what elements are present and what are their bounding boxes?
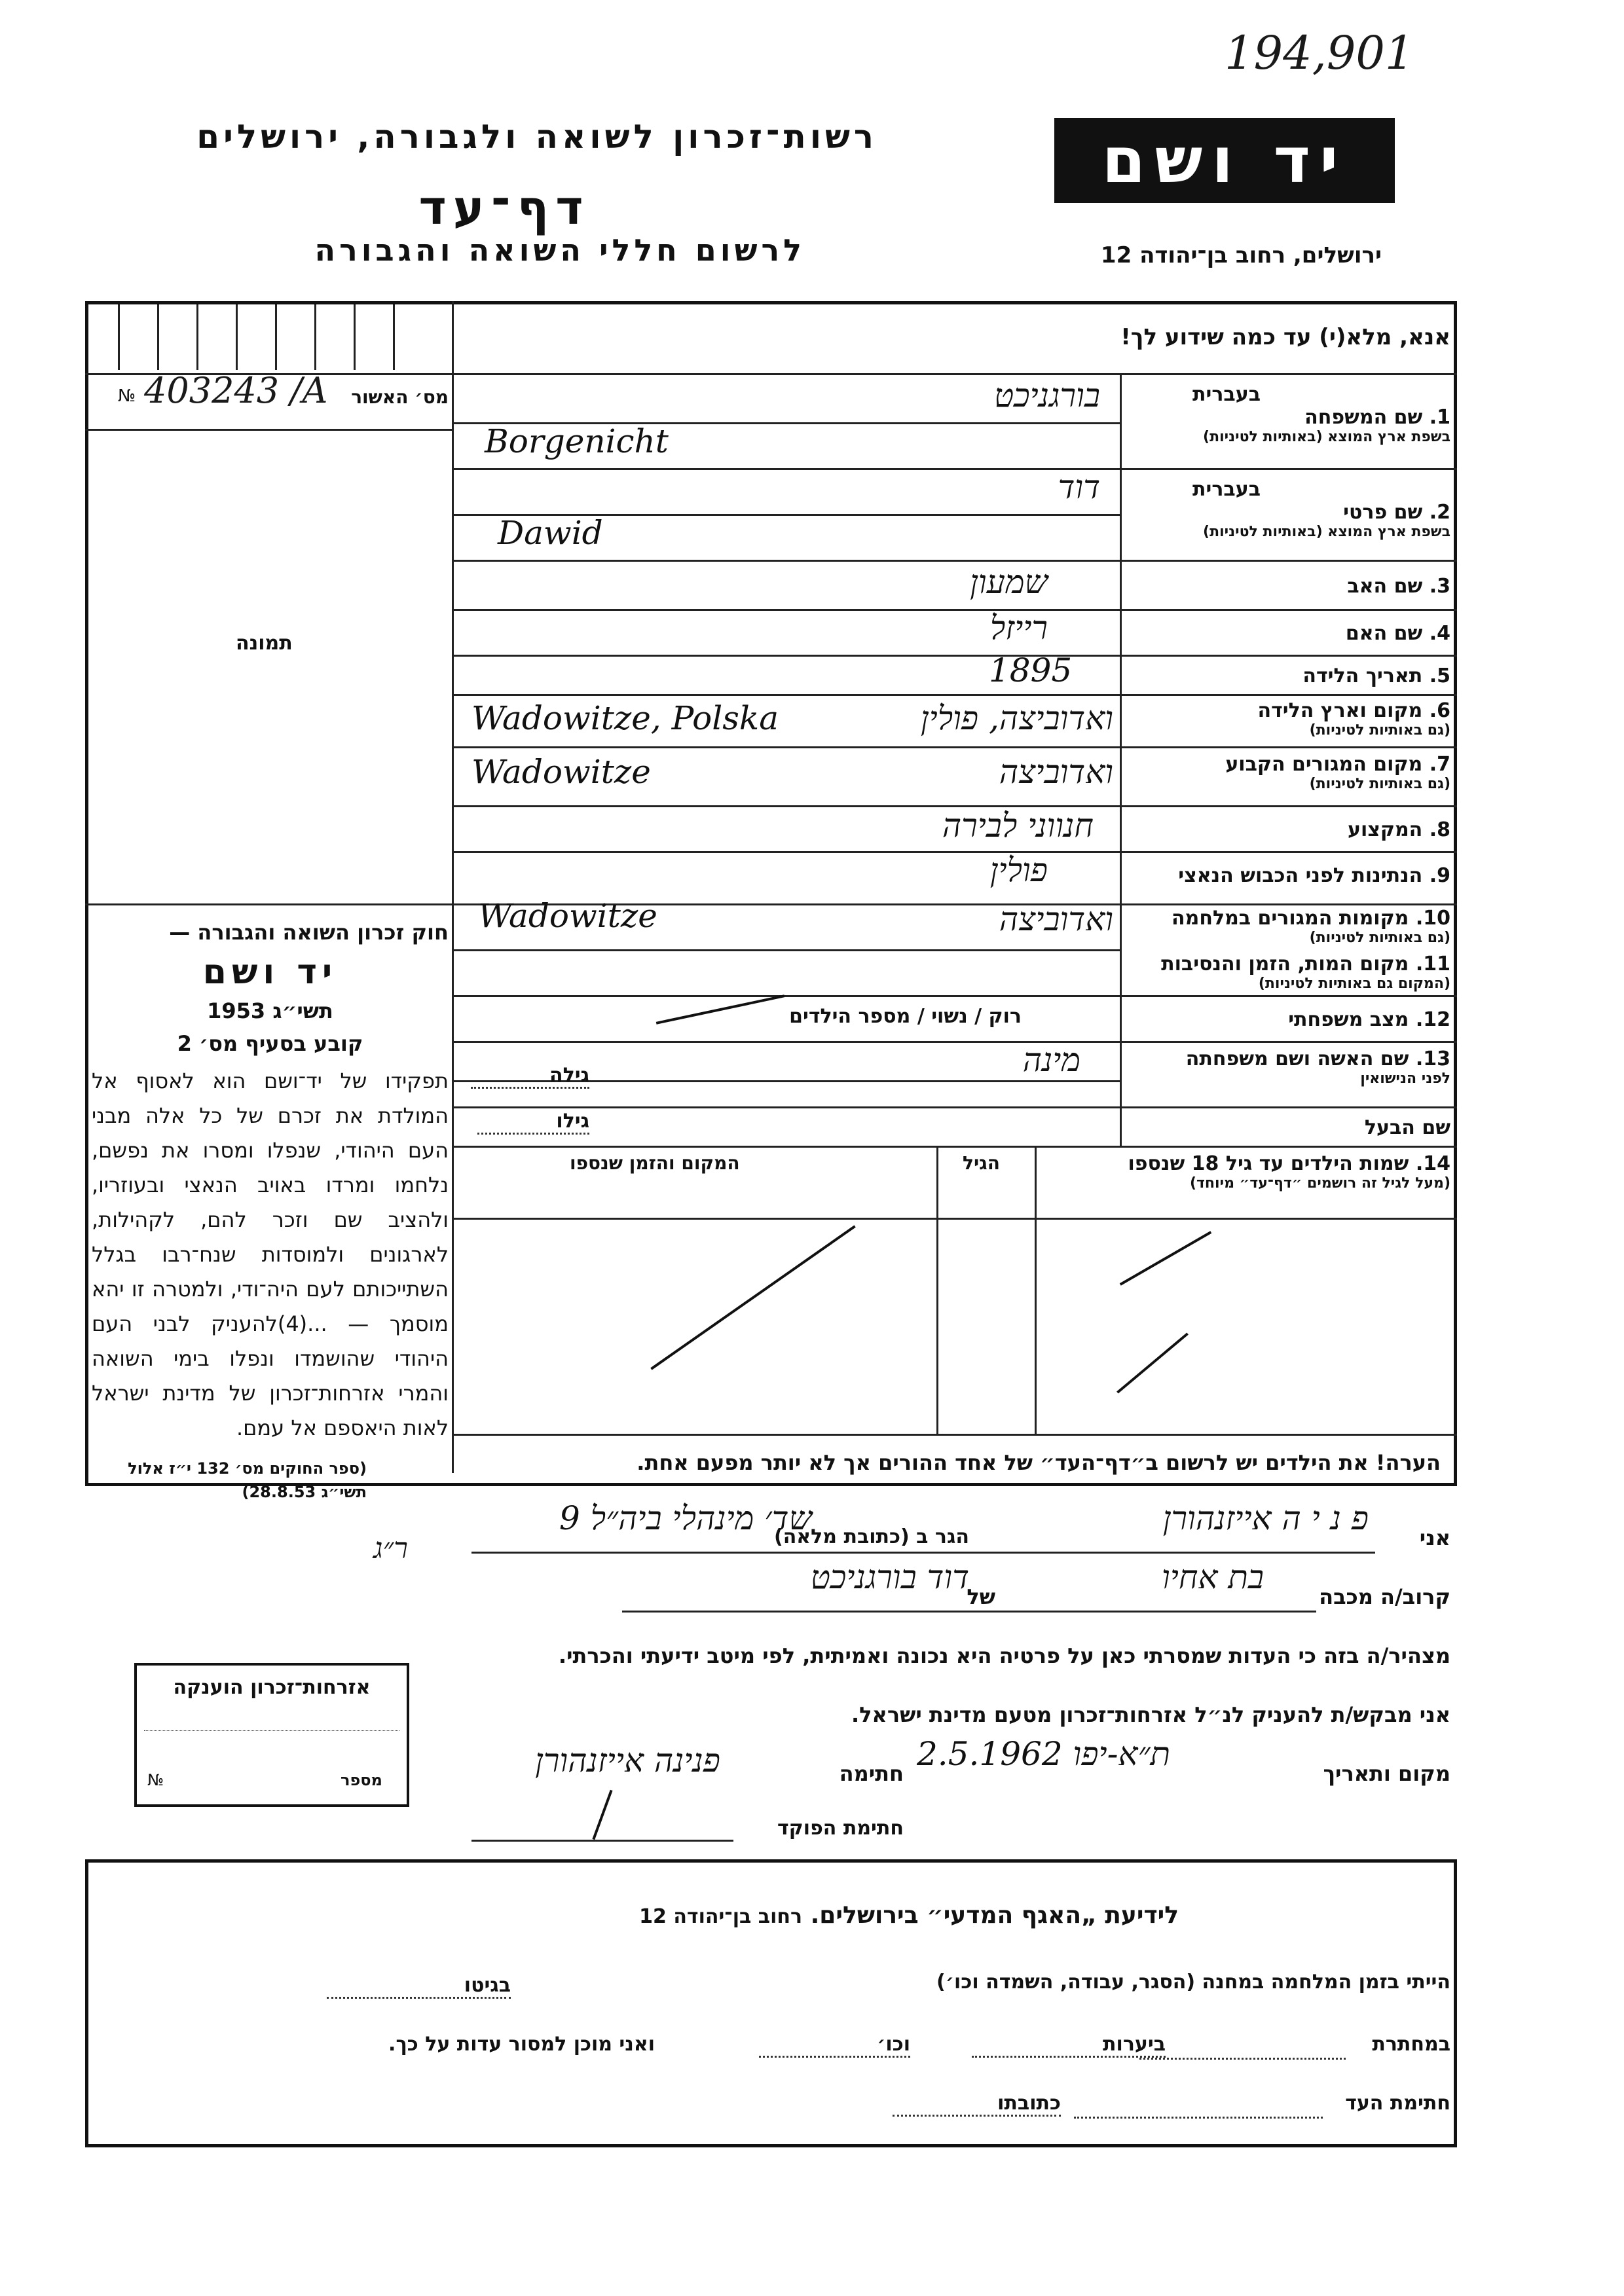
birth-place-latin: Wadowitze, Polska xyxy=(471,699,779,737)
decl-request: אני מבקש/ת להעניק לנ״ל אזרחות־זכרון מטעם מדינת ישראל. xyxy=(851,1702,1450,1727)
form-subtitle: לרשום חללי השואה והגבורה xyxy=(314,232,805,268)
decl-statement: מצהיר/ה בזה כי העדות שמסרתי כאן על פרטיה היא נכונה ואמיתית, לפי מיטב ידיעתי והכרתי. xyxy=(558,1643,1450,1668)
witness-address: שד׳ מינהלי ביה״ל 9 xyxy=(559,1499,812,1537)
husband-label: שם הבעל xyxy=(1364,1116,1450,1139)
place-date-value: ת״א-יפו 2.5.1962 xyxy=(917,1735,1171,1773)
approval-label: מס׳ האשור xyxy=(351,386,449,408)
footer-line3b: כתובתו xyxy=(893,2092,1061,2117)
header-address: ירושלים, רחוב בן־יהודה 12 xyxy=(1100,242,1382,268)
law-year: תשי״ג 1953 xyxy=(207,998,333,1023)
decl-resident: הגר ב (כתובת מלאה) xyxy=(773,1525,969,1548)
field-6-label: 6. מקום וארץ הלידה (גם באותיות לטיניות) xyxy=(1257,699,1450,738)
children-age-header: הגיל xyxy=(963,1152,1000,1174)
margin-note: ר״ג xyxy=(373,1532,408,1565)
intro-text: אנא, מלא(י) עד כמה שידוע לך! xyxy=(1120,324,1450,350)
approval-no-sign: № xyxy=(118,386,136,406)
footer-line2c: וכו׳ xyxy=(759,2033,910,2058)
authority-title: רשות־זכרון לשואה ולגבורה, ירושלים xyxy=(196,118,877,156)
residence-latin: Wadowitze xyxy=(471,753,651,791)
footer-line2b: ביערות xyxy=(972,2033,1166,2058)
decl-of: של xyxy=(967,1584,995,1609)
field-1-hebrew-tag: בעברית xyxy=(1192,383,1261,406)
decl-ani: אני xyxy=(1419,1525,1450,1550)
footer-line2a: במחתרת xyxy=(1372,2033,1450,2056)
field-9-label: 9. הנתינות לפני הכבוש הנאצי xyxy=(1178,864,1450,887)
birth-date: 1895 xyxy=(989,651,1073,689)
footer-line2d: ואני מוכן למסור עדות על כך. xyxy=(388,2033,655,2056)
profession: חנווני לבירה xyxy=(942,807,1094,845)
husband-age-label: גילו xyxy=(477,1110,589,1135)
birth-place-hebrew: ואדוביצה, פולין xyxy=(920,699,1113,737)
citizenship-no-sign: № xyxy=(147,1771,164,1789)
field-8-label: 8. המקצוע xyxy=(1347,818,1450,841)
officer-initials xyxy=(592,1790,612,1840)
law-reference: (ספר החוקים מס׳ 132 י״ז אלול תשי״ג 28.8.53) xyxy=(128,1459,367,1501)
father-name: שמעון xyxy=(970,563,1048,601)
wartime-residence-hebrew: ואדוביצה xyxy=(999,900,1113,938)
label-column-divider xyxy=(1120,373,1122,1146)
surname-hebrew: בורגניכט xyxy=(994,376,1100,414)
wife-age-label: גילה xyxy=(471,1064,589,1089)
decl-officer: חתימת הפוקד xyxy=(777,1817,904,1840)
decl-place-date: מקום ותאריך xyxy=(1323,1761,1450,1786)
law-name: יד ושם xyxy=(202,953,338,992)
marital-status-options: רוק / נשוי / מספר הילדים xyxy=(789,1005,1022,1028)
citizenship-number-label: מספר xyxy=(341,1771,382,1789)
law-title: חוק זכרון השואה והגבורה — xyxy=(169,920,449,945)
note-text: הערה! את הילדים יש לרשום ב״דף־העד״ של אחד ההורים אך לא יותר מפעם אחת. xyxy=(637,1450,1441,1475)
footer-line1b: בגיטו xyxy=(327,1974,511,1999)
witness-signature: פנינה אייזנהורן xyxy=(535,1741,720,1779)
field-5-label: 5. תאריך הלידה xyxy=(1302,665,1450,687)
field-7-label: 7. מקום המגורים הקבוע (גם באותיות לטיניות) xyxy=(1225,753,1450,792)
residence-hebrew: ואדוביצה xyxy=(999,753,1113,791)
surname-latin: Borgenicht xyxy=(485,422,669,460)
relation-value: בת אחיו xyxy=(1162,1558,1264,1596)
field-11-label: 11. מקום המות, הזמן והנסיבות (המקום גם באותיות לטיניות) xyxy=(1161,953,1450,992)
given-name-hebrew: דוד xyxy=(1058,468,1100,506)
children-title: 14. שמות הילדים עד גיל 18 שנספו (מעל לגיל זה רושמים ״דף־עד״ מיוחד) xyxy=(1128,1152,1450,1192)
children-place-header: המקום והזמן שנספו xyxy=(570,1152,740,1174)
field-3-label: 3. שם האב xyxy=(1347,575,1450,598)
left-column-divider xyxy=(452,301,454,1473)
field-2-label: 2. שם פרטי בשפת ארץ המוצא (באותיות לטיניות) xyxy=(1203,501,1450,540)
field-4-label: 4. שם האם xyxy=(1345,622,1450,645)
form-title: דף־עד xyxy=(418,180,590,235)
mother-name: רייזל xyxy=(989,609,1048,647)
decl-relation: קרוב/ה מכבה xyxy=(1319,1584,1450,1609)
approval-number: 403243 /A xyxy=(144,370,328,411)
citizenship-title: אזרחות־זכרון הוענקה xyxy=(173,1676,371,1699)
field-10-label: 10. מקומות המגורים במלחמה (גם באותיות לטיניות) xyxy=(1172,907,1450,946)
given-name-latin: Dawid xyxy=(498,514,603,552)
archive-number: 194,901 xyxy=(1225,26,1414,80)
footer-title: לידיעת „האגף המדעי״ בירושלים. רחוב בן־יהודה 12 xyxy=(639,1902,1179,1929)
yad-vashem-logo: יד ושם xyxy=(1054,118,1395,203)
field-2-hebrew-tag: בעברית xyxy=(1192,478,1261,501)
subject-name: דוד בורגניכט xyxy=(810,1558,969,1596)
witness-name: פ נ י ה אייזנהורן xyxy=(1162,1499,1369,1537)
field-12-label: 12. מצב משפחתי xyxy=(1288,1008,1450,1031)
footer-line1a: הייתי בזמן המלחמה במחנה (הסגר, עבודה, השמדה וכו׳) xyxy=(936,1971,1450,1994)
photo-label: תמונה xyxy=(236,632,293,655)
field-1-label: 1. שם המשפחה בשפת ארץ המוצא (באותיות לטיניות) xyxy=(1203,406,1450,445)
decl-signature: חתימה xyxy=(839,1761,904,1786)
footer-line3a: חתימת העד xyxy=(1345,2092,1450,2115)
nationality: פולין xyxy=(989,851,1048,889)
wife-name: מינה xyxy=(1022,1041,1080,1079)
field-13-label: 13. שם האשה ושם משפחתה לפני הנישואין xyxy=(1185,1048,1450,1087)
wartime-residence-latin: Wadowitze xyxy=(478,897,657,935)
law-body: תפקידו של יד־ושם הוא לאסוף אל המולדת את זכרם של כל אלה מבני העם היהודי, שנפלו ומסרו את נפשם, נלחמו ומרדו באויב הנאצי ובעוזריו, ולהציב שם וזכר להם, לקהילות, לארגונים ולמוסדות שנח־רבו בגלל השתייכותם לעם היה־ודי, ולמטרה זו יהא מוסמך — ...(4)להעניק לבני העם היהודי שהושמדו ונפלו בימי השואה והמרי אזרחות־זכרון של מדינת ישראל לאות היאספם אל עמם. xyxy=(92,1068,449,1440)
law-section: קובע בסעיף מס׳ 2 xyxy=(177,1031,363,1056)
